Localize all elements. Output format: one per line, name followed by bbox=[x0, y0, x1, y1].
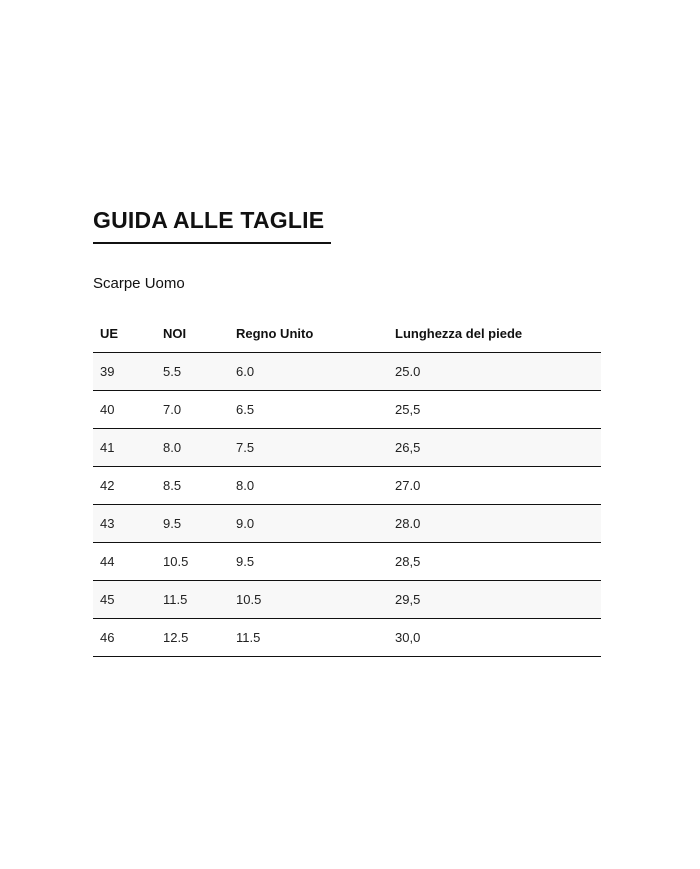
cell-foot-length: 28.0 bbox=[388, 505, 601, 543]
cell-noi: 11.5 bbox=[156, 581, 229, 619]
cell-ue: 45 bbox=[93, 581, 156, 619]
cell-noi: 9.5 bbox=[156, 505, 229, 543]
table-row bbox=[93, 429, 601, 467]
table-row bbox=[93, 543, 601, 581]
header-uk: Regno Unito bbox=[229, 315, 388, 353]
header-foot-length: Lunghezza del piede bbox=[388, 315, 601, 353]
table-row bbox=[93, 467, 601, 505]
cell-ue: 41 bbox=[93, 429, 156, 467]
cell-ue: 42 bbox=[93, 467, 156, 505]
section-subtitle: Scarpe Uomo bbox=[93, 275, 185, 292]
cell-foot-length: 27.0 bbox=[388, 467, 601, 505]
table-body bbox=[93, 353, 601, 657]
table-row bbox=[93, 581, 601, 619]
cell-foot-length: 28,5 bbox=[388, 543, 601, 581]
cell-noi: 7.0 bbox=[156, 391, 229, 429]
header-ue: UE bbox=[93, 315, 156, 353]
cell-foot-length: 29,5 bbox=[388, 581, 601, 619]
cell-uk: 11.5 bbox=[229, 619, 388, 657]
cell-uk: 9.5 bbox=[229, 543, 388, 581]
cell-uk: 6.0 bbox=[229, 353, 388, 391]
cell-foot-length: 25.0 bbox=[388, 353, 601, 391]
header-noi: NOI bbox=[156, 315, 229, 353]
cell-uk: 7.5 bbox=[229, 429, 388, 467]
cell-ue: 44 bbox=[93, 543, 156, 581]
cell-uk: 8.0 bbox=[229, 467, 388, 505]
cell-ue: 43 bbox=[93, 505, 156, 543]
cell-noi: 8.5 bbox=[156, 467, 229, 505]
table-row bbox=[93, 353, 601, 391]
page-title: GUIDA ALLE TAGLIE bbox=[93, 207, 325, 233]
size-table bbox=[93, 315, 601, 657]
cell-noi: 12.5 bbox=[156, 619, 229, 657]
cell-noi: 8.0 bbox=[156, 429, 229, 467]
table-header-row bbox=[93, 315, 601, 353]
cell-foot-length: 26,5 bbox=[388, 429, 601, 467]
table-row bbox=[93, 619, 601, 657]
title-underline bbox=[93, 242, 331, 244]
cell-uk: 9.0 bbox=[229, 505, 388, 543]
cell-noi: 5.5 bbox=[156, 353, 229, 391]
cell-uk: 10.5 bbox=[229, 581, 388, 619]
cell-uk: 6.5 bbox=[229, 391, 388, 429]
cell-ue: 46 bbox=[93, 619, 156, 657]
table-row bbox=[93, 391, 601, 429]
cell-foot-length: 25,5 bbox=[388, 391, 601, 429]
cell-ue: 40 bbox=[93, 391, 156, 429]
table-row bbox=[93, 505, 601, 543]
table-header bbox=[93, 315, 601, 353]
cell-foot-length: 30,0 bbox=[388, 619, 601, 657]
cell-ue: 39 bbox=[93, 353, 156, 391]
cell-noi: 10.5 bbox=[156, 543, 229, 581]
